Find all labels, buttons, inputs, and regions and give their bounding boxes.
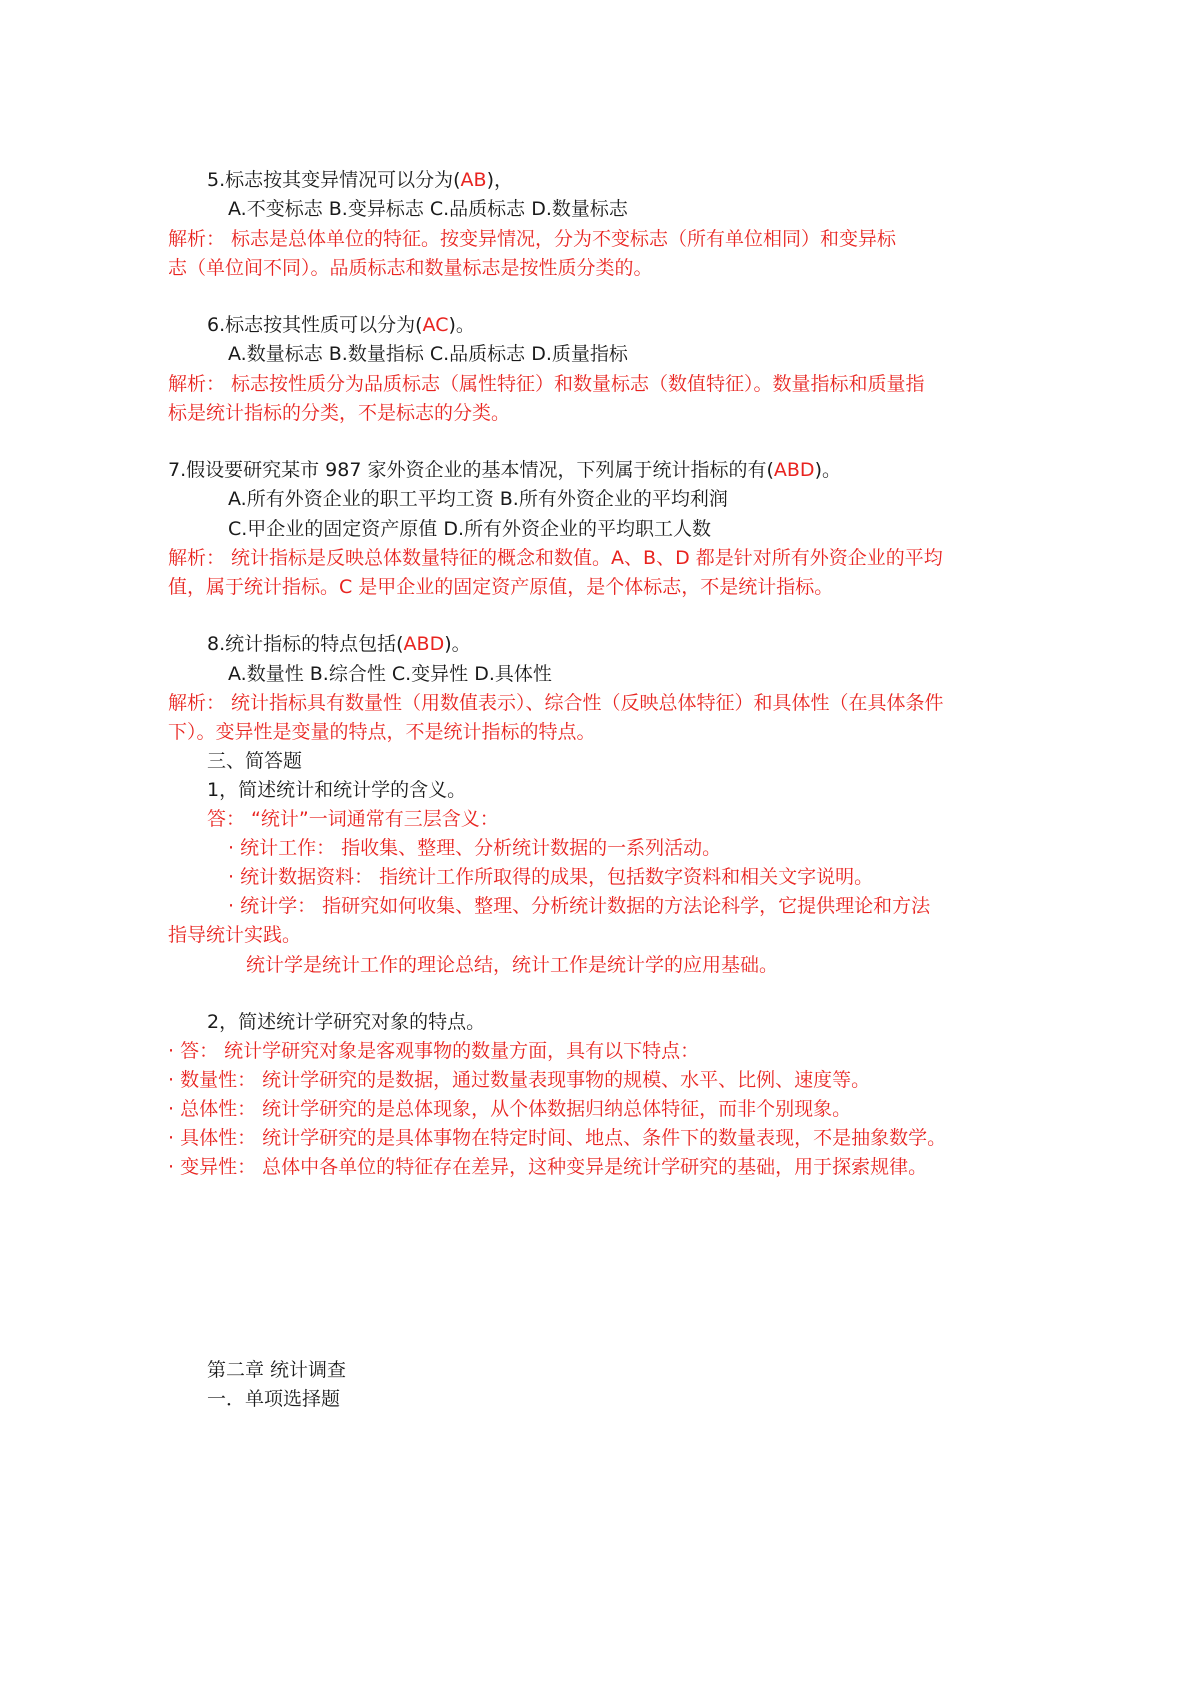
- q5-stem-post: )，: [486, 169, 514, 191]
- q6-stem: [207, 312, 475, 338]
- q8-options: A.数量性 B.综合性 C.变异性 D.具体性: [228, 663, 552, 685]
- s1-question: 1，简述统计和统计学的含义。: [207, 779, 467, 801]
- q7-options-line1: A.所有外资企业的职工平均工资 B.所有外资企业的平均利润: [228, 488, 728, 510]
- s1-summary: 统计学是统计工作的理论总结，统计工作是统计学的应用基础。: [246, 954, 779, 976]
- q7-stem-pre: 7.假设要研究某市 987 家外资企业的基本情况，下列属于统计指标的有(: [168, 459, 774, 481]
- q7-analysis-line2: 值，属于统计指标。C 是甲企业的固定资产原值，是个体标志，不是统计指标。: [168, 576, 834, 598]
- q8-stem-pre: 8.统计指标的特点包括(: [207, 633, 404, 655]
- s1-item2: · 统计数据资料： 指统计工作所取得的成果，包括数字资料和相关文字说明。: [228, 866, 874, 888]
- q8-answer: ABD: [403, 633, 445, 655]
- chapter2-subtitle: 一．单项选择题: [207, 1388, 341, 1410]
- q5-stem: [207, 167, 513, 193]
- q5-analysis-line1: 解析： 标志是总体单位的特征。按变异情况，分为不变标志（所有单位相同）和变异标: [168, 228, 897, 250]
- q8-stem: [207, 631, 471, 657]
- q6-answer: AC: [422, 314, 449, 336]
- q6-analysis-line1: 解析： 标志按性质分为品质标志（属性特征）和数量标志（数值特征）。数量指标和质量指: [168, 373, 925, 395]
- chapter2-title: 第二章 统计调查: [207, 1359, 347, 1381]
- q6-options: A.数量标志 B.数量指标 C.品质标志 D.质量指标: [228, 343, 628, 365]
- s1-item1: · 统计工作： 指收集、整理、分析统计数据的一系列活动。: [228, 837, 722, 859]
- q7-answer: ABD: [773, 459, 815, 481]
- s2-item3: · 具体性： 统计学研究的是具体事物在特定时间、地点、条件下的数量表现，不是抽象数学。: [168, 1127, 947, 1149]
- s1-item3-line2: 指导统计实践。: [168, 924, 302, 946]
- s1-item3-line1: · 统计学： 指研究如何收集、整理、分析统计数据的方法论科学，它提供理论和方法: [228, 895, 931, 917]
- q8-analysis-line1: 解析： 统计指标具有数量性（用数值表示）、综合性（反映总体特征）和具体性（在具体条件: [168, 692, 944, 714]
- s2-intro: · 答： 统计学研究对象是客观事物的数量方面，具有以下特点：: [168, 1040, 700, 1062]
- section3-title: 三、简答题: [207, 750, 303, 772]
- s2-question: 2，简述统计学研究对象的特点。: [207, 1011, 486, 1033]
- q8-stem-post: )。: [444, 633, 471, 655]
- q8-analysis-line2: 下）。变异性是变量的特点，不是统计指标的特点。: [168, 721, 596, 743]
- q5-answer: AB: [460, 169, 487, 191]
- q6-stem-post: )。: [448, 314, 475, 336]
- q7-stem-post: )。: [814, 459, 841, 481]
- s2-item4: · 变异性： 总体中各单位的特征存在差异，这种变异是统计学研究的基础，用于探索规律。: [168, 1156, 928, 1178]
- s2-item1: · 数量性： 统计学研究的是数据，通过数量表现事物的规模、水平、比例、速度等。: [168, 1069, 871, 1091]
- q5-options: A.不变标志 B.变异标志 C.品质标志 D.数量标志: [228, 198, 628, 220]
- q5-stem-pre: 5.标志按其变异情况可以分为(: [207, 169, 461, 191]
- q6-stem-pre: 6.标志按其性质可以分为(: [207, 314, 423, 336]
- q7-options-line2: C.甲企业的固定资产原值 D.所有外资企业的平均职工人数: [228, 518, 712, 540]
- s1-answer-intro: 答： “统计”一词通常有三层含义：: [207, 808, 499, 830]
- q7-analysis-line1: 解析： 统计指标是反映总体数量特征的概念和数值。A、B、D 都是针对所有外资企业的平均: [168, 547, 943, 569]
- s2-item2: · 总体性： 统计学研究的是总体现象，从个体数据归纳总体特征，而非个别现象。: [168, 1098, 852, 1120]
- q6-analysis-line2: 标是统计指标的分类，不是标志的分类。: [168, 402, 511, 424]
- q5-analysis-line2: 志（单位间不同）。品质标志和数量标志是按性质分类的。: [168, 257, 653, 279]
- q7-stem: [168, 457, 841, 483]
